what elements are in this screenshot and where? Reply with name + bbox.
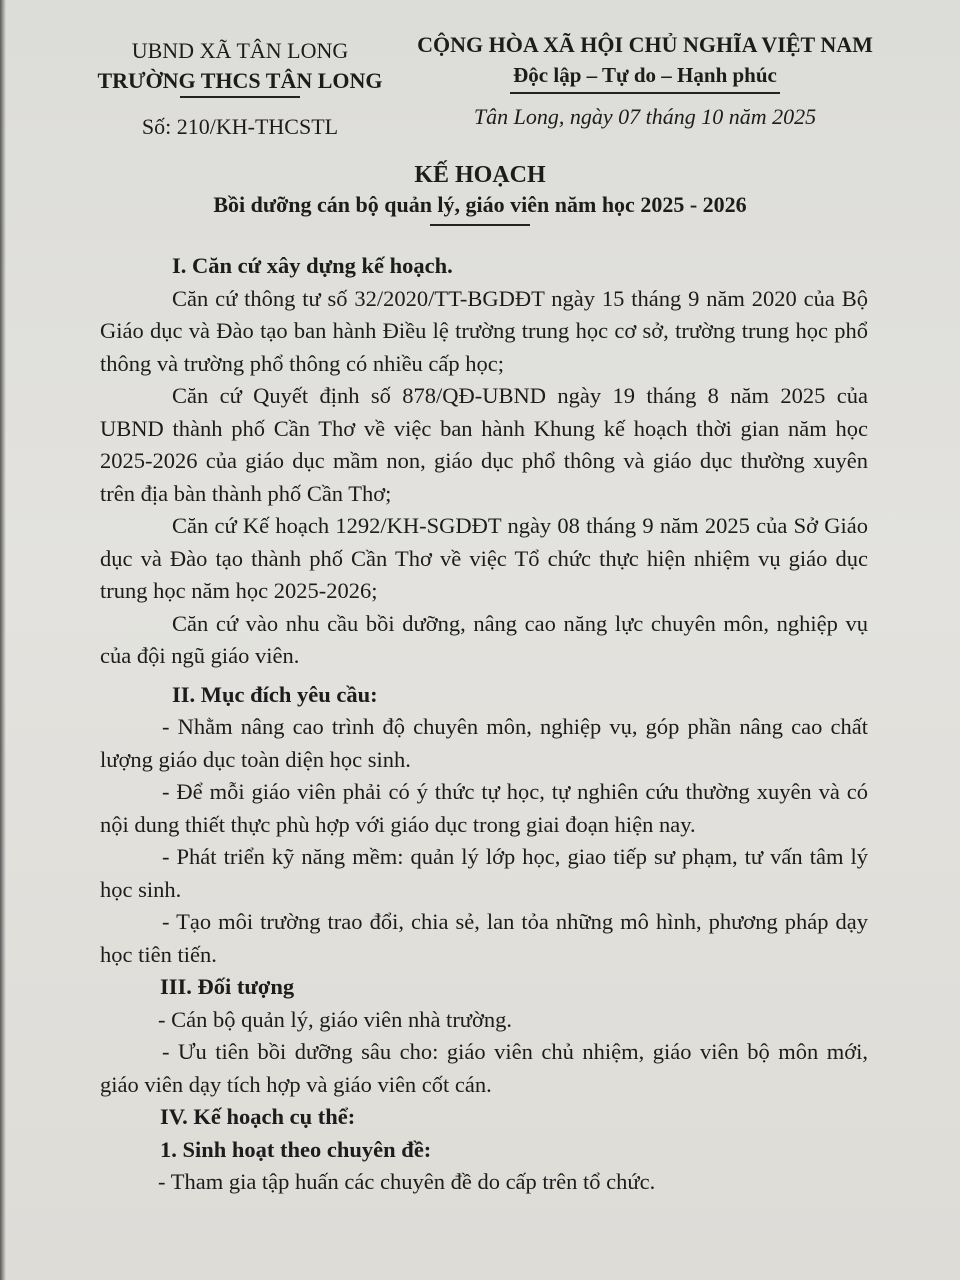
school-underline [180, 96, 300, 98]
motto-underline [510, 92, 780, 94]
header-right [410, 30, 880, 132]
issuing-authority: UBND XÃ TÂN LONG [131, 38, 349, 63]
paragraph: Căn cứ vào nhu cầu bồi dưỡng, nâng cao năng lực chuyên môn, nghiệp vụ của đội ngũ giáo viên. [100, 610, 868, 668]
section-heading: II. Mục đích yêu cầu: [172, 681, 378, 707]
section-heading: III. Đối tượng [160, 974, 295, 999]
section-heading: I. Căn cứ xây dựng kế hoạch. [172, 253, 453, 278]
list-item: - Cán bộ quản lý, giáo viên nhà trường. [158, 1006, 513, 1032]
national-motto: Độc lập – Tự do – Hạnh phúc [513, 63, 777, 87]
paragraph: Căn cứ Kế hoạch 1292/KH-SGDĐT ngày 08 tháng 9 năm 2025 của Sở Giáo dục và Đào tạo thành phố Cần Thơ về việc Tổ chức thực hiện nhiệm vụ giáo dục trung học năm học 2025-2026; [100, 513, 868, 603]
list-item: - Để mỗi giáo viên phải có ý thức tự học, tự nghiên cứu thường xuyên và có nội dung thiết thực phù hợp với giáo dục trong giai đoạn hiện nay. [100, 779, 868, 837]
title-underline [430, 224, 530, 226]
list-item: - Nhằm nâng cao trình độ chuyên môn, nghiệp vụ, góp phần nâng cao chất lượng giáo dục toàn diện học sinh. [100, 714, 868, 772]
paragraph: Căn cứ Quyết định số 878/QĐ-UBND ngày 19 tháng 8 năm 2025 của UBND thành phố Cần Thơ về việc ban hành Khung kế hoạch thời gian năm học 2025-2026 của giáo dục mầm non, giáo dục phổ thông và giáo dục thường xuyên trên địa bàn thành phố Cần Thơ; [100, 383, 868, 506]
nation-name: CỘNG HÒA XÃ HỘI CHỦ NGHĨA VIỆT NAM [417, 32, 873, 57]
document-body [100, 250, 868, 1199]
header-left [95, 36, 385, 142]
title-block [0, 160, 960, 226]
list-item: - Ưu tiên bồi dưỡng sâu cho: giáo viên chủ nhiệm, giáo viên bộ môn mới, giáo viên dạy tích hợp và giáo viên cốt cán. [100, 1039, 868, 1097]
school-name: TRƯỜNG THCS TÂN LONG [97, 68, 383, 93]
paragraph: Căn cứ thông tư số 32/2020/TT-BGDĐT ngày 15 tháng 9 năm 2020 của Bộ Giáo dục và Đào tạo ban hành Điều lệ trường trung học cơ sở, trường trung học phổ thông và trường phổ thông có nhiều cấp học; [100, 285, 868, 376]
list-item: - Tham gia tập huấn các chuyên đề do cấp trên tổ chức. [158, 1169, 656, 1194]
section-heading: IV. Kế hoạch cụ thể: [160, 1104, 356, 1129]
document-date: Tân Long, ngày 07 tháng 10 năm 2025 [473, 103, 817, 129]
subsection-heading: 1. Sinh hoạt theo chuyên đề: [160, 1136, 432, 1162]
list-item: - Phát triển kỹ năng mềm: quản lý lớp học, giao tiếp sư phạm, tư vấn tâm lý học sinh. [100, 844, 868, 902]
document-number: Số: 210/KH-THCSTL [141, 113, 339, 139]
list-item: - Tạo môi trường trao đổi, chia sẻ, lan tỏa những mô hình, phương pháp dạy học tiên tiến. [100, 909, 868, 967]
document-title: KẾ HOẠCH [414, 162, 546, 188]
document-subtitle: Bồi dưỡng cán bộ quản lý, giáo viên năm học 2025 - 2026 [213, 192, 747, 217]
